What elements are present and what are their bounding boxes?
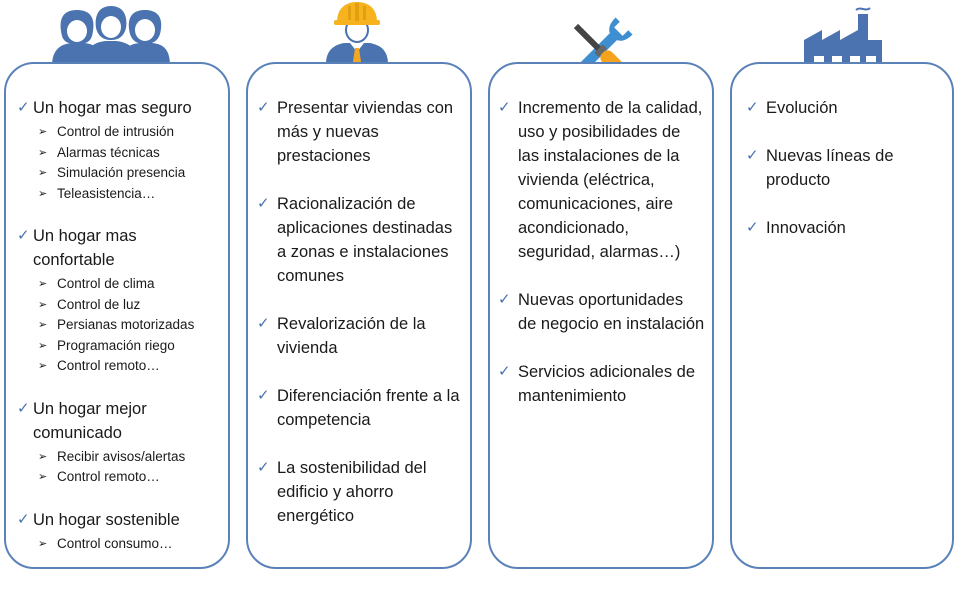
sub-item: ➢ Teleasistencia… (17, 184, 222, 205)
sub-item: ➢ Control de clima (17, 274, 222, 295)
arrow-icon: ➢ (38, 450, 48, 463)
list-item: ✓ Presentar viviendas con más y nuevas prestaciones (257, 96, 462, 168)
list-item: ✓ Un hogar sostenible (17, 508, 222, 532)
sub-item: ➢ Control consumo… (17, 534, 222, 555)
list-item: ✓ Evolución (746, 96, 946, 120)
check-icon: ✓ (17, 227, 30, 244)
check-icon: ✓ (257, 315, 270, 332)
arrow-icon: ➢ (38, 167, 48, 179)
check-icon: ✓ (746, 219, 759, 236)
arrow-icon: ➢ (38, 319, 48, 331)
sub-item: ➢ Programación riego (17, 336, 222, 357)
list-item: ✓ Servicios adicionales de mantenimiento (498, 360, 706, 408)
sub-item: ➢ Control remoto… (17, 467, 222, 488)
check-icon: ✓ (17, 99, 30, 116)
check-icon: ✓ (257, 195, 270, 212)
list-promotor (257, 96, 462, 528)
arrow-icon: ➢ (38, 126, 48, 138)
sub-item: ➢ Recibir avisos/alertas (17, 447, 222, 468)
list-item: ✓ Diferenciación frente a la competencia (257, 384, 462, 432)
list-item: ✓ La sostenibilidad del edificio y ahorro energético (257, 456, 462, 528)
arrow-icon: ➢ (38, 278, 48, 290)
sub-item: ➢ Persianas motorizadas (17, 315, 222, 336)
arrow-icon: ➢ (38, 146, 48, 159)
engineer-icon (322, 0, 392, 64)
list-item: ✓ Revalorización de la vivienda (257, 312, 462, 360)
check-icon: ✓ (257, 459, 270, 476)
check-icon: ✓ (17, 510, 30, 528)
list-item: ✓ Un hogar mas seguro (17, 96, 222, 120)
list-item: ✓ Un hogar mejor comunicado (17, 397, 222, 445)
arrow-icon: ➢ (38, 187, 48, 200)
arrow-icon: ➢ (38, 298, 48, 311)
list-fabricante (746, 96, 946, 240)
arrow-icon: ➢ (38, 471, 48, 483)
list-item: ✓ Innovación (746, 216, 946, 240)
check-icon: ✓ (498, 99, 511, 116)
check-icon: ✓ (498, 291, 511, 308)
arrow-icon: ➢ (38, 360, 48, 372)
list-item: ✓ Racionalización de aplicaciones destinadas a zonas e instalaciones comunes (257, 192, 462, 288)
list-item: ✓ Incremento de la calidad, uso y posibilidades de las instalaciones de la vivienda (eléctrica, comunicaciones, aire acondicionado, seguridad, alarmas…) (498, 96, 706, 264)
sub-item: ➢ Control remoto… (17, 356, 222, 377)
check-icon: ✓ (17, 399, 30, 417)
check-icon: ✓ (257, 99, 270, 116)
arrow-icon: ➢ (38, 537, 48, 550)
list-hogar (17, 96, 222, 554)
check-icon: ✓ (746, 147, 759, 164)
check-icon: ✓ (498, 363, 511, 380)
arrow-icon: ➢ (38, 339, 48, 352)
list-item: ✓ Nuevas oportunidades de negocio en instalación (498, 288, 706, 336)
sub-item: ➢ Alarmas técnicas (17, 143, 222, 164)
sub-item: ➢ Control de luz (17, 295, 222, 316)
list-item: ✓ Nuevas líneas de producto (746, 144, 946, 192)
sub-item: ➢ Control de intrusión (17, 122, 222, 143)
check-icon: ✓ (746, 99, 759, 116)
check-icon: ✓ (257, 387, 270, 404)
list-item: ✓ Un hogar mas confortable (17, 224, 222, 272)
sub-item: ➢ Simulación presencia (17, 163, 222, 184)
people-group-icon (46, 6, 176, 66)
list-instalador (498, 96, 706, 408)
